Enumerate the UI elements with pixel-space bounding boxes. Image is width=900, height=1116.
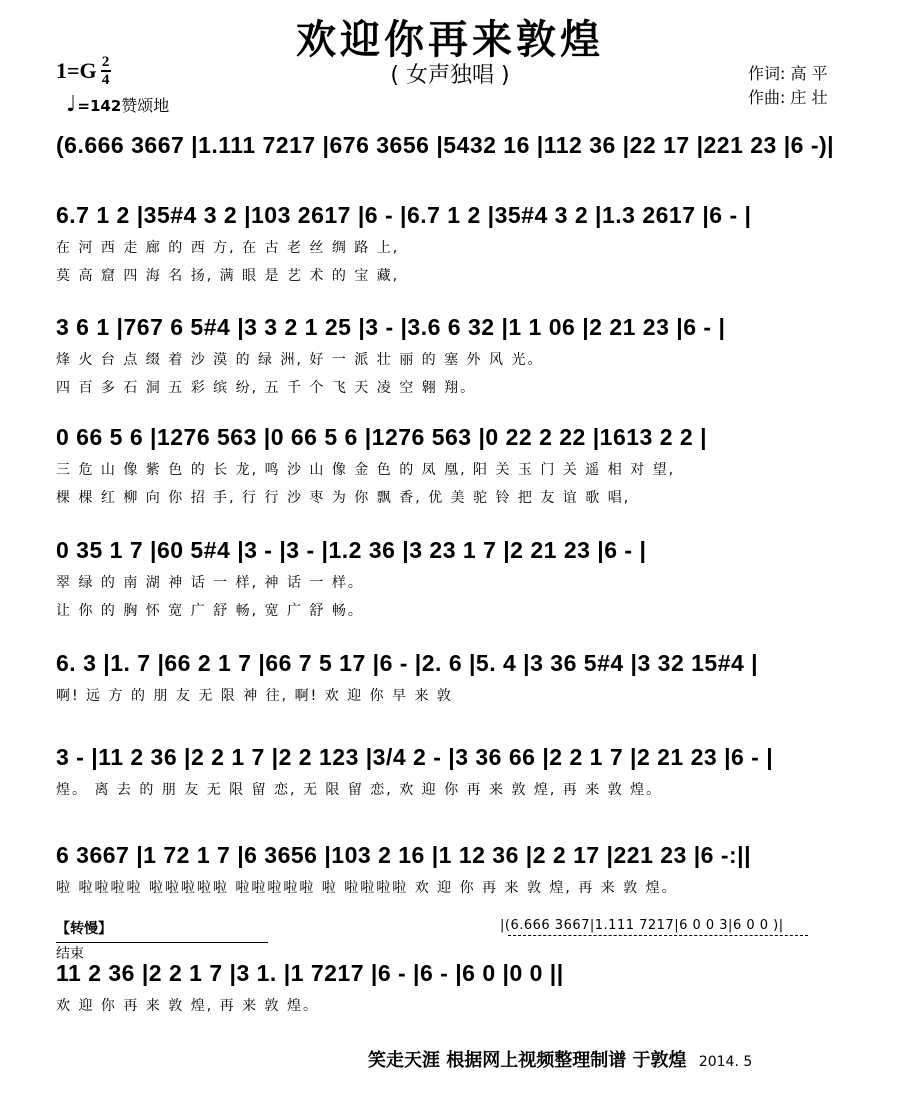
footer-date: 2014. 5 — [698, 1054, 753, 1070]
intro-reprise: |(6.666 3667|1.111 7217|6 0 0 3|6 0 0 )| — [500, 918, 784, 933]
lyric-line: 棵 棵 红 柳 向 你 招 手, 行 行 沙 枣 为 你 飘 香, 优 美 驼 铃 把 友 谊 歌 唱, — [56, 490, 631, 506]
lyric-line: 三 危 山 像 紫 色 的 长 龙, 鸣 沙 山 像 金 色 的 凤 凰, 阳 关 玉 门 关 遥 相 对 望, — [56, 462, 676, 478]
lyric-line: 烽 火 台 点 缀 着 沙 漠 的 绿 洲, 好 一 派 壮 丽 的 塞 外 风 光。 — [56, 352, 544, 368]
lyric-line: 莫 高 窟 四 海 名 扬, 满 眼 是 艺 术 的 宝 藏, — [56, 268, 400, 284]
lyric-line: 煌。 离 去 的 朋 友 无 限 留 恋, 无 限 留 恋, 欢 迎 你 再 来 敦 煌, 再 来 敦 煌。 — [56, 782, 663, 798]
key-label: 1=G — [56, 58, 97, 83]
notation-line: 3 6 1 |767 6 5#4 |3 3 2 1 25 |3 - |3.6 6 32 |1 1 06 |2 21 23 |6 - | — [56, 314, 726, 340]
tempo-value: =142 — [77, 97, 122, 115]
page-title: 欢迎你再来敦煌 — [296, 16, 604, 63]
notation-line: 0 66 5 6 |1276 563 |0 66 5 6 |1276 563 |0 22 2 22 |1613 2 2 | — [56, 424, 708, 450]
notation-line: 6. 3 |1. 7 |66 2 1 7 |66 7 5 17 |6 - |2. 6 |5. 4 |3 36 5#4 |3 32 15#4 | — [56, 650, 759, 676]
time-signature-bottom: 4 — [101, 72, 110, 88]
notation-line: 6 3667 |1 72 1 7 |6 3656 |103 2 16 |1 12 36 |2 2 17 |221 23 |6 -:|| — [56, 842, 752, 868]
lyric-line: 翠 绿 的 南 湖 神 话 一 样, 神 话 一 样。 — [56, 575, 364, 591]
composer: 作曲: 庄 壮 — [748, 88, 828, 107]
coda-end-label: 结束 — [56, 942, 268, 963]
lyric-line: 啦 啦啦啦啦 啦啦啦啦啦 啦啦啦啦啦 啦 啦啦啦啦 欢 迎 你 再 来 敦 煌, 再 来 敦 煌。 — [56, 880, 678, 896]
quarter-note-icon: ♩ — [66, 92, 77, 117]
lyric-line: 在 河 西 走 廊 的 西 方, 在 古 老 丝 绸 路 上, — [56, 240, 400, 256]
lyricist: 作词: 高 平 — [748, 64, 828, 83]
footer-credit — [368, 1046, 752, 1072]
intro-reprise-rule — [508, 935, 808, 936]
coda-label: 【转慢】 — [56, 921, 112, 937]
page-subtitle: ( 女声独唱 ) — [390, 63, 510, 88]
notation-line: 11 2 36 |2 2 1 7 |3 1. |1 7217 |6 - |6 - |6 0 |0 0 || — [56, 960, 564, 986]
footer-credit-text: 笑走天涯 根据网上视频整理制谱 于敦煌 — [368, 1050, 687, 1071]
notation-line: 6.7 1 2 |35#4 3 2 |103 2617 |6 - |6.7 1 2 |35#4 3 2 |1.3 2617 |6 - | — [56, 202, 752, 228]
lyric-line: 让 你 的 胸 怀 宽 广 舒 畅, 宽 广 舒 畅。 — [56, 603, 364, 619]
lyric-line: 欢 迎 你 再 来 敦 煌, 再 来 敦 煌。 — [56, 998, 319, 1014]
notation-line: 0 35 1 7 |60 5#4 |3 - |3 - |1.2 36 |3 23 1 7 |2 21 23 |6 - | — [56, 537, 647, 563]
tempo-style: 赞颂地 — [121, 96, 170, 115]
lyric-line: 啊! 远 方 的 朋 友 无 限 神 往, 啊! 欢 迎 你 早 来 敦 — [56, 688, 453, 704]
notation-line: (6.666 3667 |1.111 7217 |676 3656 |5432 16 |112 36 |22 17 |221 23 |6 -)| — [56, 132, 835, 158]
time-signature-top: 2 — [101, 54, 110, 70]
lyric-line: 四 百 多 石 洞 五 彩 缤 纷, 五 千 个 飞 天 凌 空 翱 翔。 — [56, 380, 477, 396]
notation-line: 3 - |11 2 36 |2 2 1 7 |2 2 123 |3/4 2 - |3 36 66 |2 2 1 7 |2 21 23 |6 - | — [56, 744, 774, 770]
